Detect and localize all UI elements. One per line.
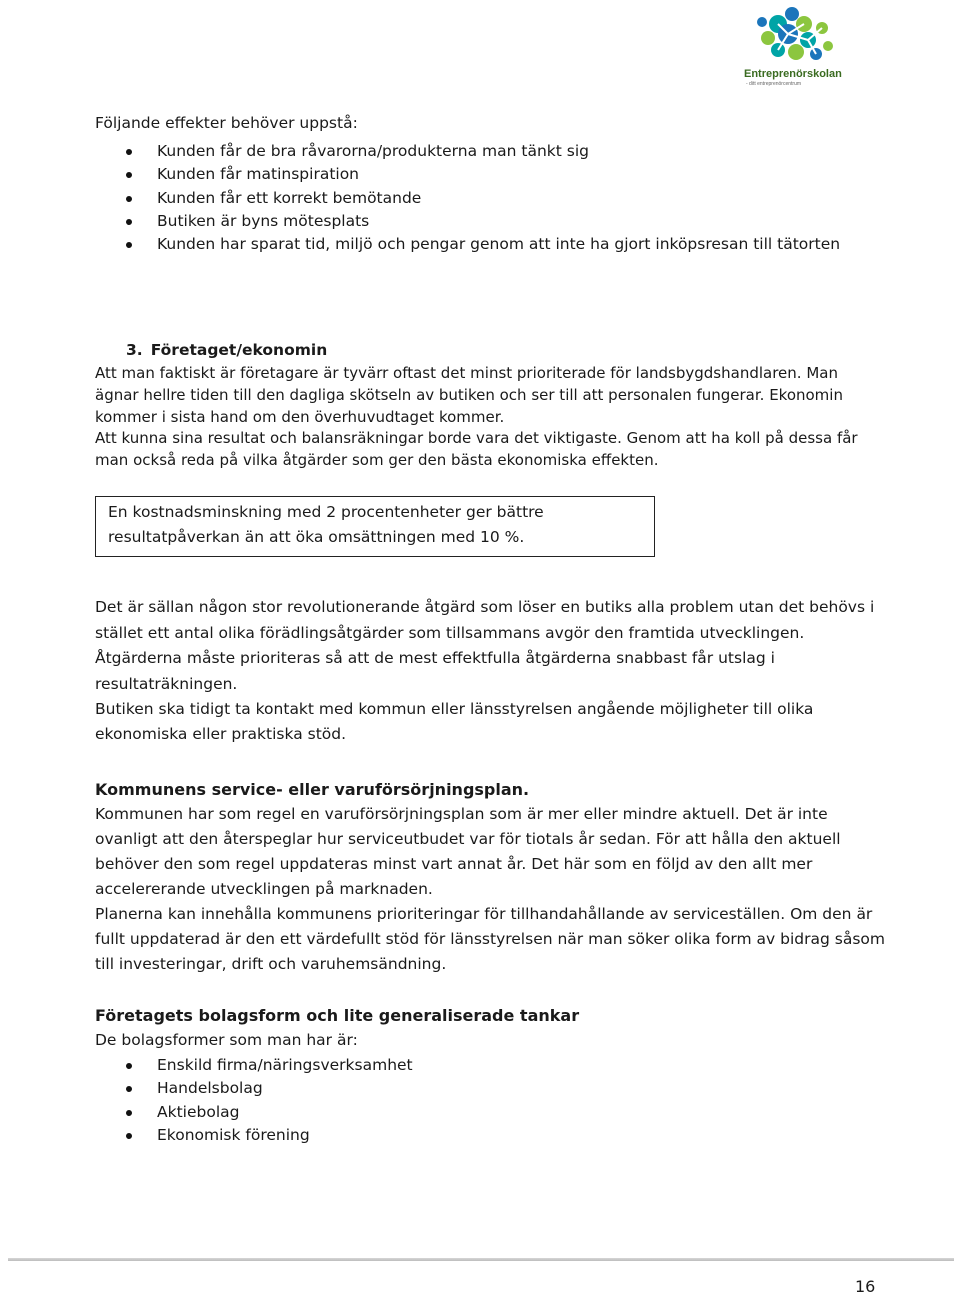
bolag-intro: De bolagsformer som man har är: [95, 1030, 358, 1049]
bolag-list [95, 1054, 885, 1148]
effects-list [95, 140, 885, 256]
measures-paragraph-2: Butiken ska tidigt ta kontakt med kommun eller länsstyrelsen angående möjligheter till olika ekonomiska eller praktiska stöd. [95, 700, 814, 744]
page-number: 16 [855, 1277, 876, 1296]
list-item: Aktiebolag [95, 1101, 885, 1124]
section-3-paragraph-1: Att man faktiskt är företagare är tyvärr oftast det minst prioriterade för landsbygdshandlaren. Man ägnar hellre tiden till den dagliga skötseln av butiken och ser till att personalen fungerar. Ekonomin kommer i sista hand om den överhuvudtaget kommer. [95, 364, 843, 426]
list-item: Handelsbolag [95, 1077, 885, 1100]
page-content [95, 112, 885, 1148]
measures-section [95, 595, 885, 747]
kommun-paragraph-1: Kommunen har som regel en varuförsörjningsplan som är mer eller mindre aktuell. Det är inte ovanligt att den återspeglar hur serviceutbudet var för tiotals år sedan. För att hålla den aktuell behöver den som regel uppdateras minst vart annat år. Det här som en följd av den allt mer accelererande utvecklingen på marknaden. [95, 804, 841, 898]
highlight-box [95, 496, 655, 557]
section-3-paragraph-2: Att kunna sina resultat och balansräkningar borde vara det viktigaste. Genom att ha koll på dessa får man också reda på vilka åtgärder som ger den bästa ekonomiska effekten. [95, 429, 858, 469]
list-item: Kunden får matinspiration [95, 163, 885, 186]
list-item: Kunden har sparat tid, miljö och pengar genom att inte ha gjort inköpsresan till tätorten [95, 233, 885, 256]
footer-divider [8, 1258, 954, 1261]
section-title: Företaget/ekonomin [150, 341, 328, 360]
section-3 [95, 339, 885, 471]
logo-mark-icon [748, 2, 836, 66]
entreprenorskolan-logo [742, 2, 842, 88]
kommun-heading: Kommunens service- eller varuförsörjningsplan. [95, 779, 530, 799]
kommun-paragraph-2: Planerna kan innehålla kommunens prioriteringar för tillhandahållande av serviceställen. Om den är fullt uppdaterad är den ett värdefullt stöd för länsstyrelsen när man söker olika form av bidrag såsom till investeringar, drift och varuhemsändning. [95, 904, 886, 973]
list-item: Ekonomisk förening [95, 1124, 885, 1147]
highlight-line-1: En kostnadsminskning med 2 procentenheter ger bättre [108, 503, 544, 522]
intro-heading: Följande effekter behöver uppstå: [95, 114, 358, 132]
list-item: Butiken är byns mötesplats [95, 210, 885, 233]
measures-paragraph-1: Det är sällan någon stor revolutionerande åtgärd som löser en butiks alla problem utan det behövs i stället ett antal olika förädlingsåtgärder som tillsammans avgör den framtida utvecklingen. Åtgärderna måste prioriteras så att de mest effektfulla åtgärderna snabbast får utslag i resultaträkningen. [95, 598, 875, 693]
list-item: Kunden får de bra råvarorna/produkterna man tänkt sig [95, 140, 885, 163]
logo-name: Entreprenörskolan [744, 68, 842, 80]
highlight-line-2: resultatpåverkan än att öka omsättningen med 10 %. [108, 528, 525, 547]
section-3-title [126, 339, 885, 361]
bolag-heading: Företagets bolagsform och lite generaliserade tankar [95, 1005, 580, 1025]
bolag-section [95, 1004, 885, 1148]
list-item: Kunden får ett korrekt bemötande [95, 187, 885, 210]
kommun-section [95, 778, 885, 977]
list-item: Enskild firma/näringsverksamhet [95, 1054, 885, 1077]
logo-subtitle: - ditt entreprenörcentrum [746, 81, 802, 87]
section-number: 3. [126, 341, 143, 360]
